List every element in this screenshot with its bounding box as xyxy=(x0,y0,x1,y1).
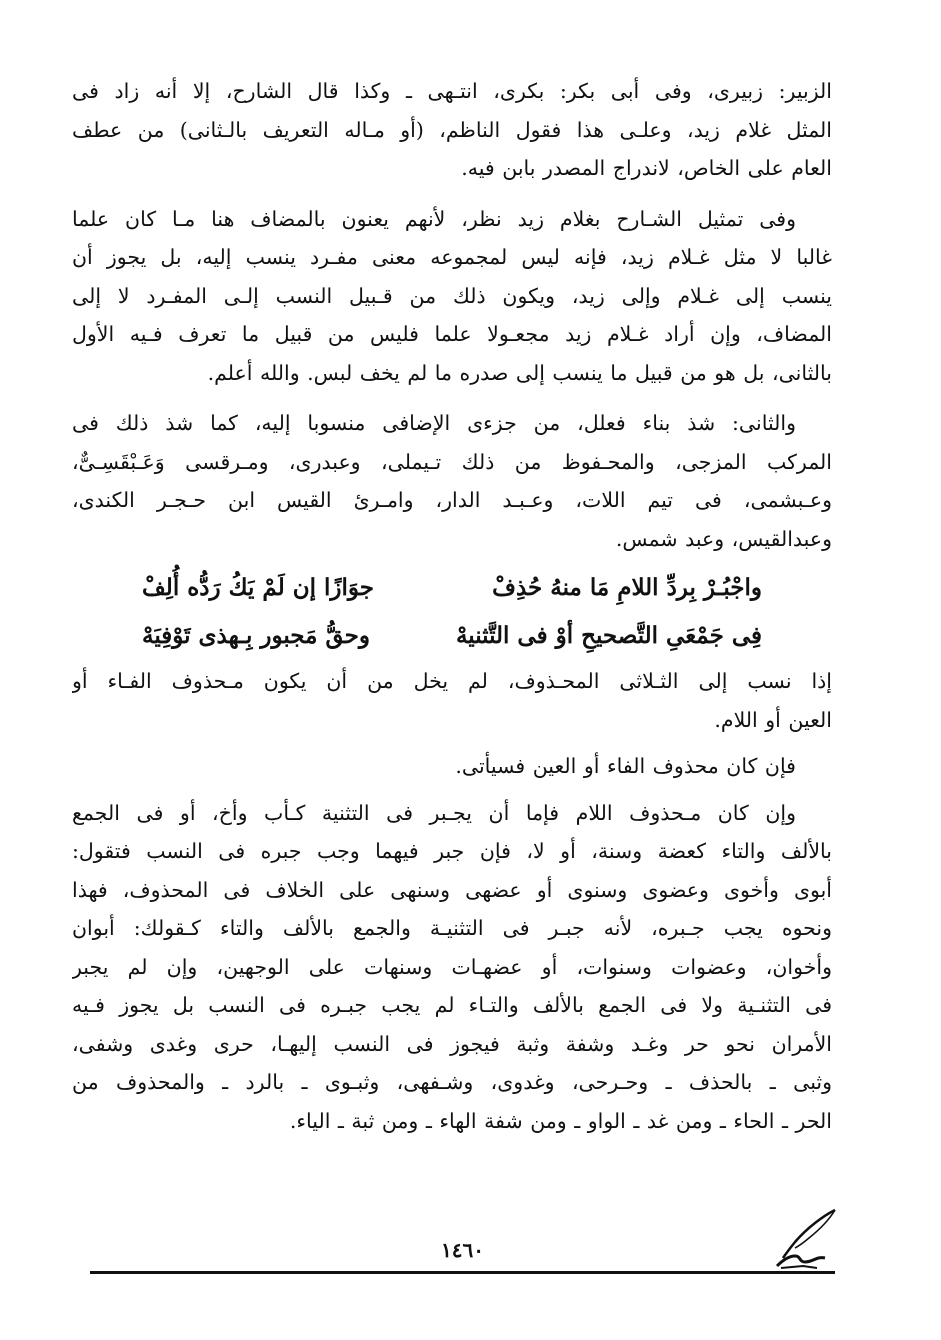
verse-row xyxy=(72,564,832,612)
paragraph-6 xyxy=(72,794,832,1141)
text-line: الأمران نحو حر وغـد وشفة وثبة فيجوز فى النسب إليهـا، حرى وغدى وشفى، xyxy=(72,1031,832,1056)
text-line: إذا نسب إلى الثـلاثى المحـذوف، لم يخل من أن يكون مـحذوف الفـاء أو xyxy=(72,669,832,693)
text-line: وثبى ـ بالحذف ـ وحـرحى، وغدوى، وشـفهى، وثبـوى ـ بالرد ـ والمحذوف من xyxy=(72,1070,832,1094)
text-line: وأخوان، وعضوات وسنوات، أو عضهـات وسنهات على الوجهين، وإن لم يجبر xyxy=(72,954,832,979)
verse-first-hemistich: واجْبُـرْ بِردِّ اللامِ مَا منهُ حُذِفْ xyxy=(492,574,762,601)
text-line: العين أو اللام. xyxy=(714,707,832,732)
poem-verses xyxy=(72,564,832,660)
text-line: وعـبشمى، فى تيم اللات، وعـبـد الدار، وامـرئ القيس ابن حـجـر الكندى، xyxy=(72,488,832,512)
text-line: أبوى وأخوى وعضوى وسنوى أو عضهى وسنهى على الخلاف فى المحذوف، فهذا xyxy=(72,877,832,902)
text-line: والثانى: شذ بناء فعلل، من جزءى الإضافى منسوبا إليه، كما شذ ذلك فى xyxy=(72,411,796,435)
text-line: بالثانى، بل هو من قبيل ما ينسب إلى صدره ما لم يخف لبس. والله أعلم. xyxy=(207,360,832,385)
verse-first-hemistich: فِى جَمْعَىِ التَّصحيحِ أوْ فى التَّثنيهْ xyxy=(455,622,762,649)
footer-rule xyxy=(90,1271,835,1274)
text-line: بالألف والتاء كعضة وسنة، أو لا، فإن جبر فيهما وجب جبره فى النسب فتقول: xyxy=(72,839,832,863)
text-line: الزبير: زبيرى، وفى أبى بكر: بكرى، انتـهى ـ وكذا قال الشارح، إلا أنه زاد فى xyxy=(72,79,832,103)
paragraph-3 xyxy=(72,404,832,558)
text-line: فى التثنـية ولا فى الجمع بالألف والتـاء لم يجب جبـره فى النسب بل يجوز فـيه xyxy=(72,993,832,1017)
text-line: غالبا لا مثل غـلام زيد، فإنه ليس لمجموعه معنى مفـرد ينسب إليه، بل يجوز أن xyxy=(72,245,832,269)
text-line: العام على الخاص، لاندراج المصدر بابن فيه. xyxy=(461,156,832,180)
text-line: فإن كان محذوف الفاء أو العين فسيأتى. xyxy=(455,754,796,778)
page-number: ١٤٦٠ xyxy=(441,1238,484,1262)
text-line: وعبدالقيس، وعبد شمس. xyxy=(615,526,832,551)
paragraph-2 xyxy=(72,200,832,393)
verse-row xyxy=(72,612,832,660)
verse-second-hemistich: وحقُّ مَجبور بِـهذى تَوْفِيَهْ xyxy=(142,622,370,649)
text-line: الحر ـ الحاء ـ ومن غد ـ الواو ـ ومن شفة الهاء ـ ومن ثبة ـ الياء. xyxy=(289,1108,832,1133)
page-footer xyxy=(90,1226,835,1286)
text-line: ينسب إلى غـلام وإلى زيد، ويكون ذلك من قـبيل النسب إلـى المفـرد لا إلى xyxy=(72,283,832,308)
verse-second-hemistich: جوَازًا إن لَمْ يَكُ رَدُّه أُلِفْ xyxy=(142,574,375,601)
text-line: وإن كان مـحذوف اللام فإما أن يجـبر فى التثنية كـأب وأخ، أو فى الجمع xyxy=(72,800,796,825)
text-line: المركب المزجى، والمحـفوظ من ذلك تـيملى، وعبدرى، ومـرقسى وَعَـبْقَسِـىٌّ، xyxy=(72,449,832,474)
text-line: ونحوه يجب جـبره، لأنه جبـر فى التثنيـة والجمع بالألف والتاء كـقولك: أبوان xyxy=(72,916,832,940)
text-line: المثل غلام زيد، وعلـى هذا فقول الناظم، (أو مـاله التعريف بالـثانى) من عطف xyxy=(72,117,832,142)
text-line: وفى تمثيل الشـارح بغلام زيد نظر، لأنهم يعنون بالمضاف هنا مـا كان علما xyxy=(72,206,796,231)
paragraph-4 xyxy=(72,662,832,739)
document-page xyxy=(72,72,832,1140)
paragraph-1 xyxy=(72,72,832,188)
text-line: المضاف، وإن أراد غـلام زيد مجعـولا علما فليس من قبيل ما تعرف فـيه الأول xyxy=(72,322,832,346)
paragraph-5 xyxy=(72,747,832,786)
